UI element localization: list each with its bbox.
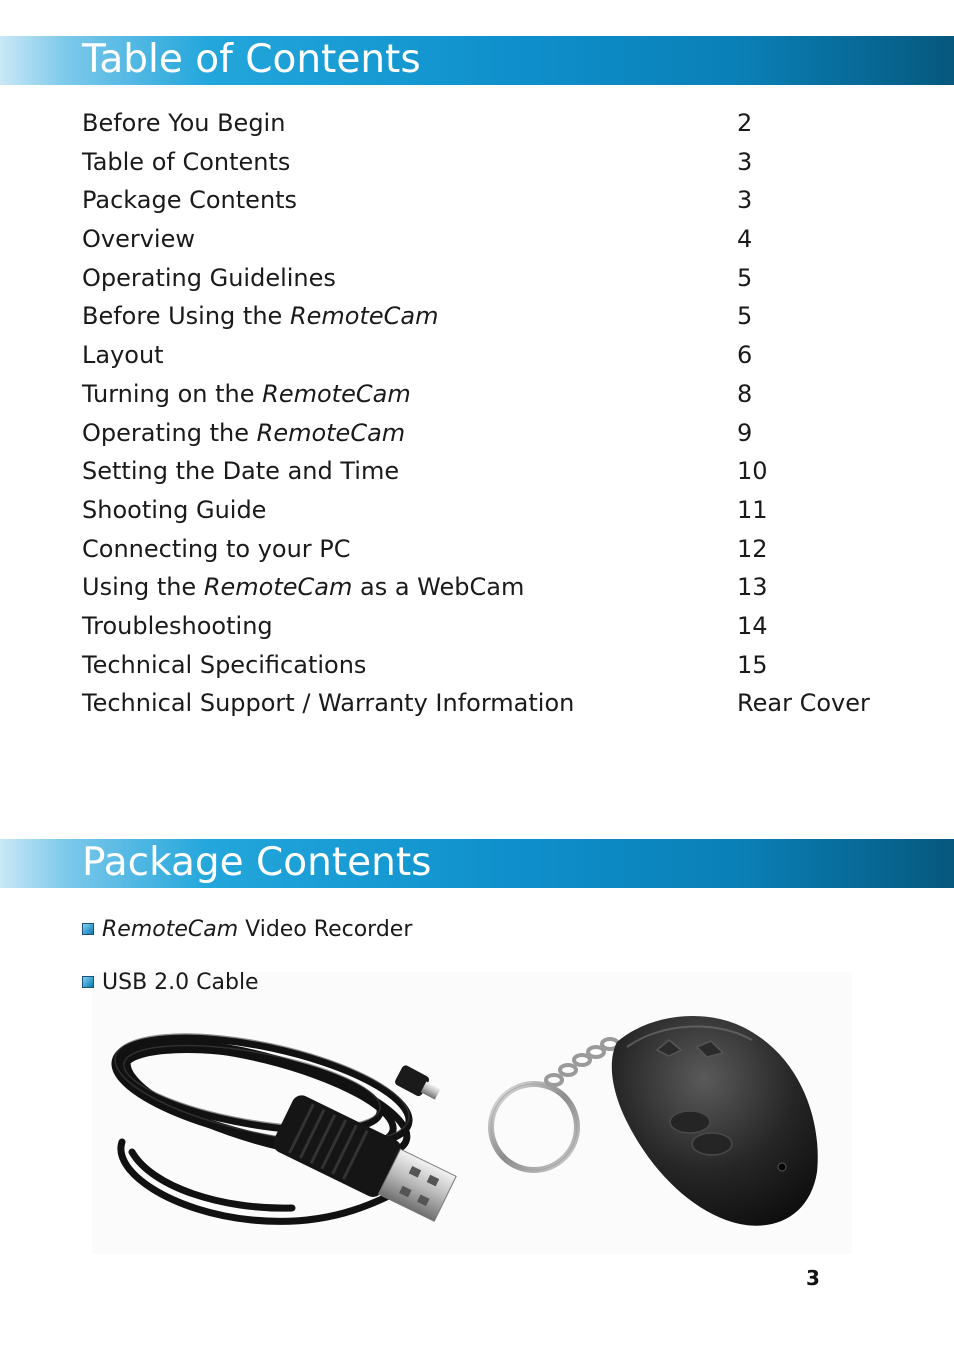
toc-entry-title: Before You Begin: [82, 109, 286, 137]
toc-entry-page: 10: [737, 457, 768, 486]
toc-entry-title: Setting the Date and Time: [82, 457, 400, 486]
toc-entry-product-name: RemoteCam: [256, 418, 406, 447]
toc-entry-title-text: as a WebCam: [352, 573, 525, 602]
package-item: [82, 969, 259, 997]
toc-heading: Table of Contents: [82, 37, 421, 82]
toc-entry-page: 3: [737, 186, 753, 215]
toc-entry-page: Rear Cover: [737, 689, 870, 718]
toc-entry[interactable]: [82, 375, 922, 414]
toc-entry-title-text: Turning on the: [82, 379, 263, 408]
toc-entry-title: Operating Guidelines: [82, 263, 336, 292]
toc-entry-page: 11: [737, 495, 768, 524]
usb-cable-image: [106, 1013, 459, 1227]
page-number: 3: [806, 1266, 820, 1290]
toc-entry[interactable]: [82, 414, 922, 453]
toc-entry[interactable]: [82, 684, 922, 723]
toc-list: [82, 104, 922, 723]
toc-entry[interactable]: [82, 297, 922, 336]
toc-entry-page: 9: [737, 418, 753, 447]
toc-entry-page: 6: [737, 341, 753, 370]
package-item-text: USB 2.0 Cable: [102, 970, 259, 995]
toc-entry[interactable]: [82, 530, 922, 569]
package-item: [82, 916, 412, 944]
bullet-square-icon: [82, 923, 94, 935]
toc-entry-page: 2: [737, 109, 753, 137]
toc-entry-page: 5: [737, 302, 753, 331]
toc-entry[interactable]: [82, 568, 922, 607]
product-photo: [92, 972, 852, 1254]
toc-entry-title: Technical Specifications: [82, 650, 367, 679]
toc-entry[interactable]: [82, 452, 922, 491]
package-heading-banner: [0, 839, 954, 888]
toc-entry[interactable]: [82, 491, 922, 530]
toc-entry-title: Table of Contents: [82, 147, 291, 176]
toc-entry-title: Technical Support / Warranty Information: [82, 689, 575, 718]
toc-entry-title: [82, 297, 438, 335]
toc-entry-page: 13: [737, 573, 768, 602]
toc-entry-page: 15: [737, 650, 768, 679]
toc-entry-title: Layout: [82, 341, 164, 370]
toc-entry[interactable]: [82, 336, 922, 375]
toc-entry-title: Troubleshooting: [82, 611, 273, 640]
toc-entry-product-name: RemoteCam: [203, 573, 353, 602]
toc-entry-title: [82, 414, 405, 452]
toc-entry[interactable]: [82, 143, 922, 182]
toc-entry-title: Overview: [82, 225, 195, 254]
package-item-product-name: RemoteCam: [102, 917, 239, 942]
toc-entry-title: Shooting Guide: [82, 495, 267, 524]
toc-entry[interactable]: [82, 607, 922, 646]
toc-entry[interactable]: [82, 646, 922, 685]
toc-entry-title-text: Operating the: [82, 418, 257, 447]
toc-entry-product-name: RemoteCam: [289, 302, 439, 331]
toc-entry-title: [82, 568, 524, 606]
toc-entry-title-text: Before Using the: [82, 302, 290, 331]
toc-entry-page: 8: [737, 379, 753, 408]
package-item-text: Video Recorder: [238, 917, 413, 942]
product-illustration: [92, 972, 852, 1254]
toc-entry-product-name: RemoteCam: [262, 379, 411, 408]
toc-entry-title: [82, 375, 411, 413]
toc-entry-page: 14: [737, 611, 768, 640]
toc-entry[interactable]: [82, 259, 922, 298]
toc-entry[interactable]: [82, 104, 922, 143]
toc-entry-title: Package Contents: [82, 186, 298, 215]
toc-heading-banner: [0, 36, 954, 85]
package-heading: Package Contents: [82, 840, 432, 885]
toc-entry-page: 5: [737, 263, 753, 292]
toc-entry-title: Connecting to your PC: [82, 534, 351, 563]
toc-entry-page: 12: [737, 534, 768, 563]
toc-entry-title-text: Using the: [82, 573, 204, 602]
bullet-square-icon: [82, 976, 94, 988]
toc-entry-page: 4: [737, 225, 753, 254]
toc-entry[interactable]: [82, 220, 922, 259]
remotecam-image: [491, 1016, 818, 1226]
toc-entry[interactable]: [82, 181, 922, 220]
toc-entry-page: 3: [737, 147, 753, 176]
